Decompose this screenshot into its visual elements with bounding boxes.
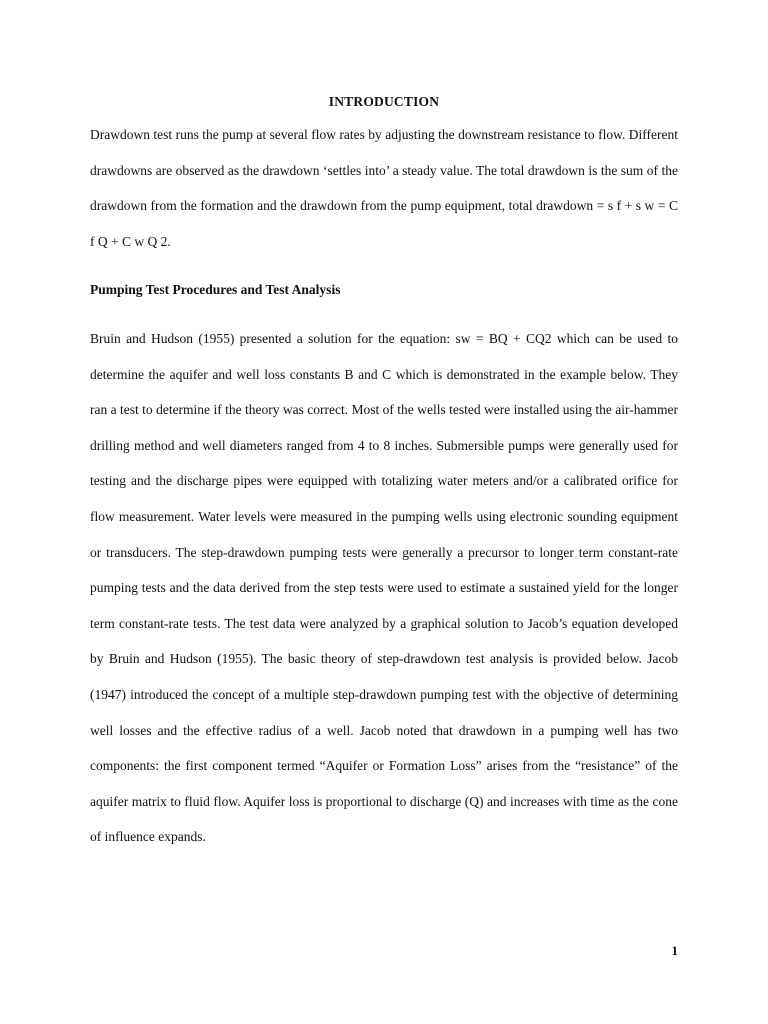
section-heading: Pumping Test Procedures and Test Analysis: [90, 282, 341, 297]
section-paragraph: Bruin and Hudson (1955) presented a solution for the equation: sw = BQ + CQ2 which can be used to determine the aquifer and well loss constants B and C which is demonstrated in the example below. They ran a test to determine if the theory was correct. Most of the wells tested were installed using the air-hammer drilling method and well diameters ranged from 4 to 8 inches. Submersible pumps were generally used for testing and the discharge pipes were equipped with totalizing water meters and/or a calibrated orifice for flow measurement. Water levels were measured in the pumping wells using electronic sounding equipment or transducers. The step-drawdown pumping tests were generally a precursor to longer term constant-rate pumping tests and the data derived from the step tests were used to estimate a sustained yield for the longer term constant-rate tests. The test data were analyzed by a graphical solution to Jacob’s equation developed by Bruin and Hudson (1955). The basic theory of step-drawdown test analysis is provided below. Jacob (1947) introduced the concept of a multiple step-drawdown pumping test with the objective of determining well losses and the effective radius of a well. Jacob noted that drawdown in a pumping well has two components: the first component termed “Aquifer or Formation Loss” arises from the “resistance” of the aquifer matrix to fluid flow. Aquifer loss is proportional to discharge (Q) and increases with time as the cone of influence expands.: [90, 331, 678, 845]
intro-paragraph: Drawdown test runs the pump at several flow rates by adjusting the downstream resistance to flow. Different drawdowns are observed as the drawdown ‘settles into’ a steady value. The total drawdown is the sum of the drawdown from the formation and the drawdown from the pump equipment, total drawdown = s f + s w = C f Q + C w Q 2.: [90, 127, 678, 249]
document-title: INTRODUCTION: [328, 94, 440, 109]
page-number: 1: [671, 943, 678, 958]
